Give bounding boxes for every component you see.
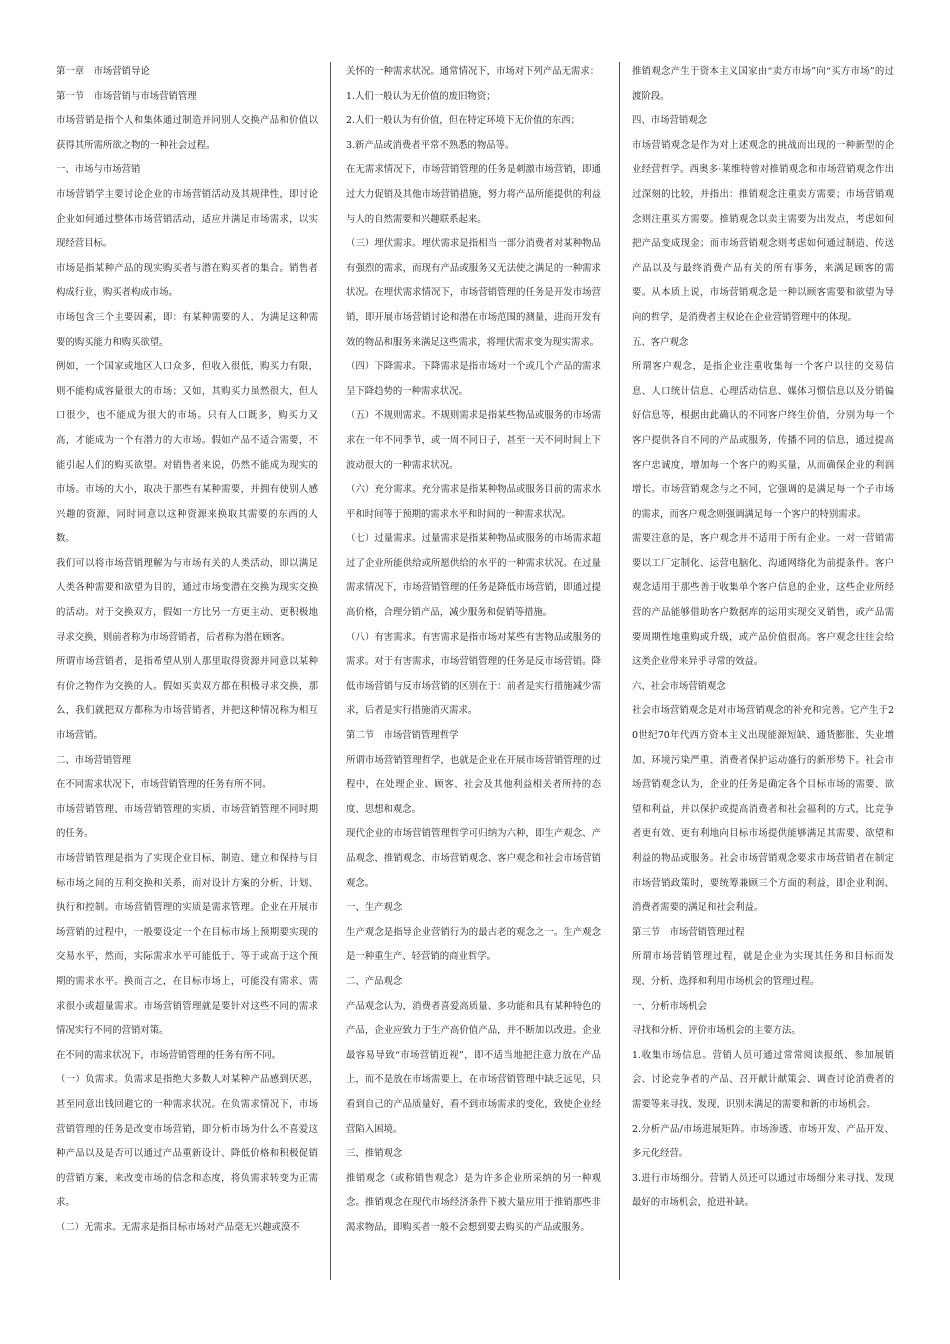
paragraph: 市场包含三个主要因素，即：有某种需要的人、为满足这种需要的购买能力和购买欲望。	[56, 311, 318, 348]
paragraph: （七）过量需求。过量需求是指某种物品或服务的市场需求超过了企业所能供给或所愿供给的水平的一种需求状况。在过量需求情况下，市场营销管理的任务是降低市场营销，即通过提高价格，合理分销产品，减少服务和促销等措施。	[346, 533, 601, 619]
paragraph: 所谓市场营销者，是指希望从别人那里取得资源并同意以某种有价之物作为交换的人。假如买卖双方都在积极寻求交换，那么，我们就把双方都称为市场营销者，并把这种情况称为相互市场营销。	[56, 656, 318, 742]
list-item: 1.收集市场信息。营销人员可通过常常阅读报纸、参加展销会、讨论竞争者的产品、召开献计献策会、调查讨论消费者的需要等来寻找、发现、识别未满足的需要和新的市场机会。	[632, 1049, 894, 1110]
paragraph: 所谓市场营销管理哲学，也就是企业在开展市场营销管理的过程中，在处理企业、顾客、社会及其他利益相关者所持的态度、思想和观念。	[346, 754, 601, 815]
subsection-heading: 三、推销观念	[346, 1148, 403, 1160]
paragraph: （三）埋伏需求。埋伏需求是指相当一部分消费者对某种物品有强烈的需求，而现有产品或服务又无法使之满足的一种需求状况。在埋伏需求情况下，市场营销管理的任务是开发市场营销，即开展市场营销讨论和潜在市场范围的测量，进而开发有效的物品和服务来满足这些需求，将埋伏需求变为现实需求。	[346, 238, 601, 348]
paragraph: 市场营销管理是指为了实现企业目标，制造、建立和保持与目标市场之间的互利交换和关系，而对设计方案的分析、计划、执行和控制。市场营销管理的实质是需求管理。企业在开展市场营销的过程中，一般要设定一个在目标市场上预期要实现的交易水平，然而，实际需求水平可能低于、等于或高于这个预期的需求水平。换而言之，在目标市场上，可能没有需求、需求很小或超量需求。市场营销管理就是要针对这些不同的需求情况实行不同的营销对策。	[56, 853, 318, 1037]
column-divider-2	[619, 62, 620, 1280]
paragraph: 推销观念产生于资本主义国家由“卖方市场”向“买方市场”的过渡阶段。	[632, 66, 894, 102]
section-title: 第一节 市场营销与市场营销管理	[56, 90, 197, 102]
list-item: 1.人们一般认为无价值的废旧物资；	[346, 90, 496, 102]
paragraph: 市场营销学主要讨论企业的市场营销活动及其规律性，即讨论企业如何通过整体市场营销活动，适应并满足市场需求，以实现经营目标。	[56, 188, 318, 250]
text-column-3	[632, 60, 894, 1332]
paragraph: 在不同的需求状况下，市场营销管理的任务有所不同。	[56, 1049, 282, 1061]
paragraph: （一）负需求。负需求是指绝大多数人对某种产品感到厌恶，甚至同意出钱回避它的一种需求状况。在负需求情况下，市场营销管理的任务是改变市场营销，即分析市场为什么不喜爱这种产品以及是否可以通过产品重新设计、降低价格和积极促销的营销方案，来改变市场的信念和态度，将负需求转变为正需求。	[56, 1074, 318, 1209]
subsection-heading: 一、分析市场机会	[632, 1000, 708, 1012]
paragraph: （二）无需求。无需求是指目标市场对产品毫无兴趣或漠不	[56, 1221, 300, 1233]
paragraph: 市场营销观念是作为对上述观念的挑战而出现的一种新型的企业经营哲学。西奥多·莱维特曾对推销观念和市场营销观念作出过深刻的比较，并指出：推销观念注重卖方需要；市场营销观念则注重买方需要。推销观念以卖主需要为出发点，考虑如何把产品变成现金；而市场营销观念则考虑如何通过制造、传送产品以及与最终消费产品有关的所有事务，来满足顾客的需要。从本质上说，市场营销观念是一种以顾客需要和欲望为导向的哲学，是消费者主权论在企业营销管理中的体现。	[632, 139, 894, 323]
section-title: 第二节 市场营销管理哲学	[346, 730, 459, 742]
paragraph: 在无需求情况下，市场营销管理的任务是刺激市场营销，即通过大力促销及其他市场营销措施，努力将产品所能提供的利益与人的自然需要和兴趣联系起来。	[346, 164, 601, 225]
subsection-heading: 五、客户观念	[632, 336, 689, 348]
paragraph: 寻找和分析、评价市场机会的主要方法。	[632, 1025, 801, 1037]
paragraph: 需要注意的是，客户观念并不适用于所有企业。一对一营销需要以工厂定制化、运营电脑化、沟通网络化为前提条件。客户观念适用于那些善于收集单个客户信息的企业，这些企业所经营的产品能够借助客户数据库的运用实现交叉销售，或产品需要周期性地重购或升级，或产品价值很高。客户观念往往会给这类企业带来异乎寻常的效益。	[632, 533, 894, 668]
text-column-1	[56, 60, 318, 1332]
subsection-heading: 二、市场营销管理	[56, 754, 132, 766]
paragraph: 所谓客户观念，是指企业注重收集每一个客户以往的交易信息、人口统计信息、心理活动信息、媒体习惯信息以及分销偏好信息等，根据由此确认的不同客户终生价值，分别为每一个客户提供各自不同的产品或服务，传播不同的信息，通过提高客户忠诚度，增加每一个客户的购买量，从而确保企业的利润增长。市场营销观念与之不同，它强调的是满足每一个子市场的需求，而客户观念则强调满足每一个客户的特别需求。	[632, 361, 894, 520]
column-divider-1	[330, 62, 331, 1280]
list-item: 3.新产品或消费者平常不熟悉的物品等。	[346, 139, 515, 151]
list-item: 3.进行市场细分。营销人员还可以通过市场细分来寻找、发现最好的市场机会，抢进补缺。	[632, 1172, 894, 1209]
chapter-title: 第一章 市场营销导论	[56, 66, 150, 77]
paragraph: 所谓市场营销管理过程，就是企业为实现其任务和目标而发现、分析、选择和利用市场机会的管理过程。	[632, 951, 894, 987]
section-title: 第三节 市场营销管理过程	[632, 926, 745, 938]
paragraph: 社会市场营销观念是对市场营销观念的补充和完善。它产生于20世纪70年代西方资本主义出现能源短缺、通货膨胀、失业增加、环境污染严重、消费者保护运动盛行的新形势下。社会市场营销观念认为，企业的任务是确定各个目标市场的需要、欲望和利益，并以保护或提高消费者和社会福利的方式，比竞争者更有效、更有利地向目标市场提供能够满足其需要、欲望和利益的物品或服务。社会市场营销观念要求市场营销者在制定市场营销政策时，要统筹兼顾三个方面的利益，即企业利润、消费者需要的满足和社会利益。	[632, 705, 894, 914]
paragraph: 产品观念认为，消费者喜爱高质量、多功能和具有某种特色的产品，企业应致力于生产高价值产品，并不断加以改进。企业最容易导致“市场营销近视”，即不适当地把注意力放在产品上，而不是放在市场需要上，在市场营销管理中缺乏远见，只看到自己的产品质量好，看不到市场需求的变化，致使企业经营陷入困境。	[346, 1000, 601, 1135]
paragraph: 市场营销是指个人和集体通过制造并同别人交换产品和价值以获得其所需所欲之物的一种社会过程。	[56, 115, 318, 151]
subsection-heading: 一、生产观念	[346, 902, 403, 914]
paragraph: 关怀的一种需求状况。通常情况下，市场对下列产品无需求：	[346, 66, 600, 77]
paragraph: （六）充分需求。充分需求是指某种物品或服务目前的需求水平和时间等于预期的需求水平和时间的一种需求状况。	[346, 484, 601, 520]
paragraph: （五）不规则需求。不规则需求是指某些物品或服务的市场需求在一年不同季节，或一周不同日子，甚至一天不同时间上下波动很大的一种需求状况。	[346, 410, 601, 471]
paragraph: 市场营销管理、市场营销管理的实质、市场营销管理不同时期的任务。	[56, 803, 318, 840]
subsection-heading: 一、市场与市场营销	[56, 164, 141, 176]
paragraph: 现代企业的市场营销管理哲学可归纳为六种，即生产观念、产品观念、推销观念、市场营销观念、客户观念和社会市场营销观念。	[346, 828, 601, 889]
paragraph: 例如，一个国家或地区人口众多，但收入很低，购买力有限，则不能构成容量很大的市场；又如，其购买力虽然很大，但人口很少，也不能成为很大的市场。只有人口既多，购买力又高，才能成为一个有潜力的大市场。假如产品不适合需要，不能引起人们的购买欲望。对销售者来说，仍然不能成为现实的市场。市场的大小，取决于那些有某种需要，并拥有使别人感兴趣的资源，同时同意以这种资源来换取其需要的东西的人数。	[56, 361, 318, 545]
paragraph: 推销观念（或称销售观念）是为许多企业所采纳的另一种观念。推销观念在现代市场经济条件下被大量应用于推销那些非渴求物品，即购买者一般不会想到要去购买的产品或服务。	[346, 1172, 601, 1233]
paragraph: 市场是指某种产品的现实购买者与潜在购买者的集合。销售者构成行业，购买者构成市场。	[56, 262, 318, 299]
subsection-heading: 二、产品观念	[346, 975, 403, 987]
subsection-heading: 四、市场营销观念	[632, 115, 708, 127]
list-item: 2.分析产品/市场进展矩阵。市场渗透、市场开发、产品开发、多元化经营。	[632, 1123, 894, 1160]
paragraph: 生产观念是指导企业营销行为的最古老的观念之一。生产观念是一种重生产、轻营销的商业哲学。	[346, 926, 601, 963]
paragraph: （四）下降需求。下降需求是指市场对一个或几个产品的需求呈下降趋势的一种需求状况。	[346, 361, 601, 397]
paragraph: （八）有害需求。有害需求是指市场对某些有害物品或服务的需求。对于有害需求，市场营销管理的任务是反市场营销。降低市场营销与反市场营销的区别在于：前者是实行措施减少需求，后者是实行措施消灭需求。	[346, 631, 601, 717]
paragraph: 我们可以将市场营销理解为与市场有关的人类活动，即以满足人类各种需要和欲望为目的，通过市场变潜在交换为现实交换的活动。对于交换双方，假如一方比另一方更主动、更积极地寻求交换，则前者称为市场营销者，后者称为潜在顾客。	[56, 557, 318, 643]
subsection-heading: 六、社会市场营销观念	[632, 680, 726, 692]
list-item: 2.人们一般认为有价值，但在特定环境下无价值的东西；	[346, 115, 580, 127]
text-column-2	[346, 60, 601, 1332]
paragraph: 在不同需求状况下，市场营销管理的任务有所不同。	[56, 779, 272, 791]
